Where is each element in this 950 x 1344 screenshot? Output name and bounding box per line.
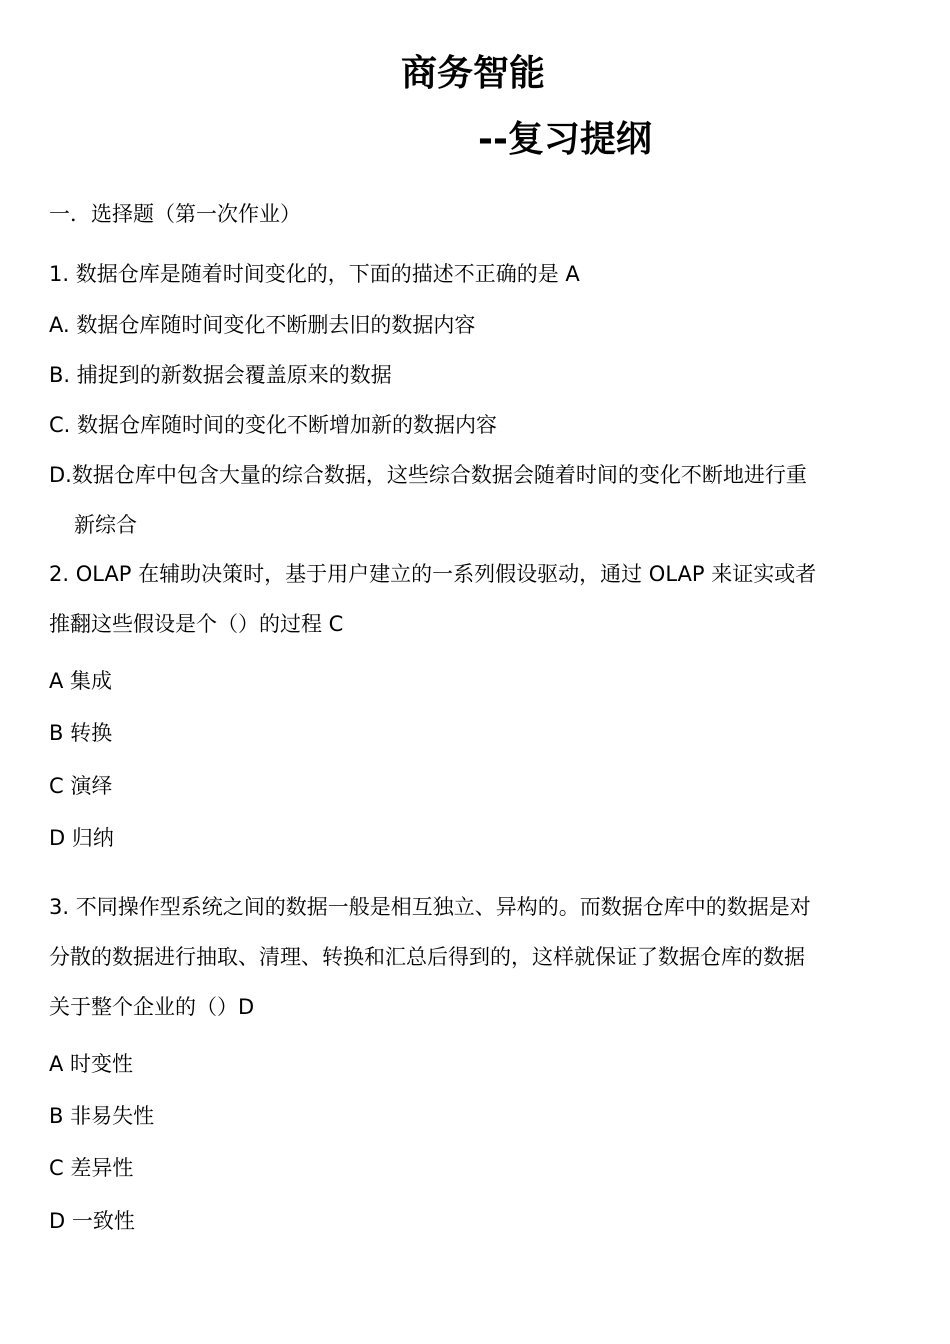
question-1-option-d: D.数据仓库中包含大量的综合数据，这些综合数据会随着时间的变化不断地进行重 [49,463,807,487]
question-3-option-c: C 差异性 [49,1156,134,1180]
section-heading: 一．选择题（第一次作业） [49,202,301,226]
question-2-option-c: C 演绎 [49,774,113,798]
document-subtitle: --复习提纲 [478,119,652,160]
question-3-option-b: B 非易失性 [49,1104,155,1128]
question-2-option-a: A 集成 [49,669,113,693]
question-1-stem: 1. 数据仓库是随着时间变化的，下面的描述不正确的是 A [49,262,580,286]
question-3-option-d: D 一致性 [49,1209,135,1233]
question-1-option-a: A. 数据仓库随时间变化不断删去旧的数据内容 [49,313,476,337]
question-2-option-d: D 归纳 [49,826,114,850]
question-1-option-b: B. 捕捉到的新数据会覆盖原来的数据 [49,363,392,387]
question-1-option-c: C. 数据仓库随时间的变化不断增加新的数据内容 [49,413,498,437]
question-2-stem-line-1: 2. OLAP 在辅助决策时，基于用户建立的一系列假设驱动，通过 OLAP 来证实或者 [49,562,817,586]
question-2-option-b: B 转换 [49,721,113,745]
question-2-stem-line-2: 推翻这些假设是个（）的过程 C [49,612,344,636]
question-3-stem-line-3: 关于整个企业的（）D [49,995,255,1019]
question-3-stem-line-1: 3. 不同操作型系统之间的数据一般是相互独立、异构的。而数据仓库中的数据是对 [49,895,811,919]
question-3-stem-line-2: 分散的数据进行抽取、清理、转换和汇总后得到的，这样就保证了数据仓库的数据 [49,945,805,969]
question-1-option-d-continued: 新综合 [74,513,137,537]
document-title: 商务智能 [401,53,546,94]
question-3-option-a: A 时变性 [49,1052,134,1076]
